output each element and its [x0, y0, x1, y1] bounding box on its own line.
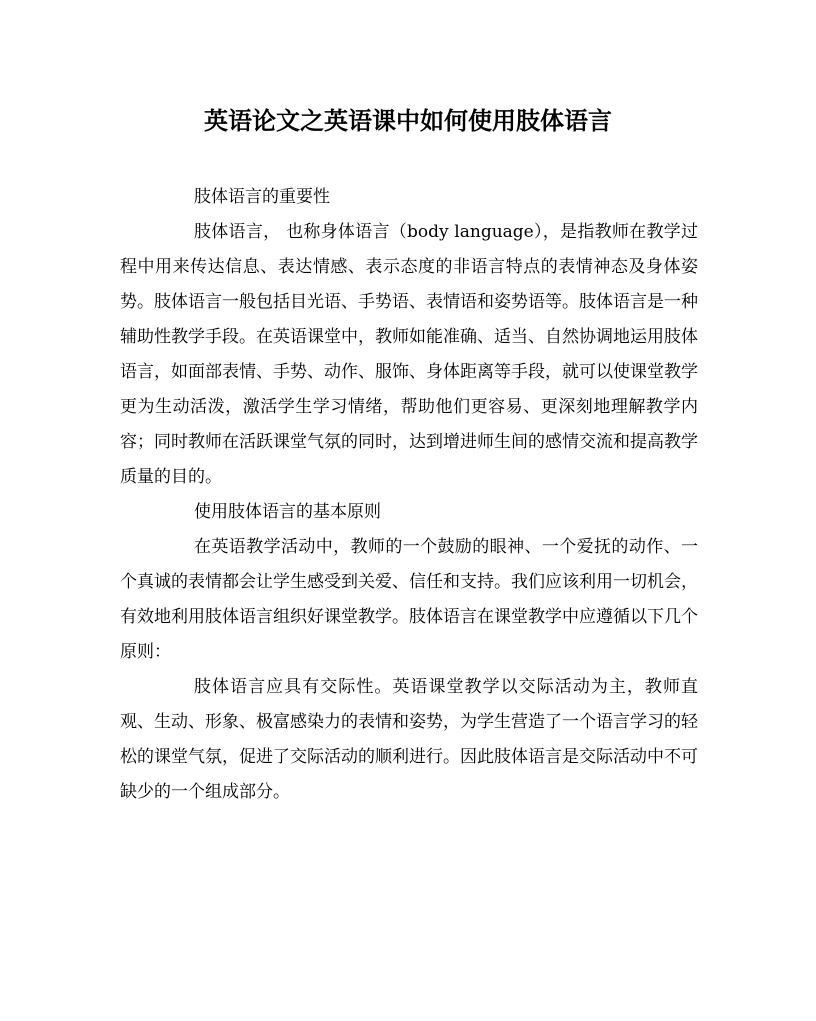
section-heading-importance: 肢体语言的重要性	[194, 187, 330, 207]
section-heading-principles: 使用肢体语言的基本原则	[194, 502, 381, 522]
document-body	[120, 180, 698, 810]
paragraph-communicative: 肢体语言应具有交际性。英语课堂教学以交际活动为主，教师直观、生动、形象、极富感染力的表情和姿势，为学生营造了一个语言学习的轻松的课堂气氛，促进了交际活动的顺利进行。因此肢体语言是交际活动中不可缺少的一个组成部分。	[120, 677, 698, 802]
paragraph-importance: 肢体语言， 也称身体语言（body language），是指教师在教学过程中用来传达信息、表达情感、表示态度的非语言特点的表情神态及身体姿势。肢体语言一般包括目光语、手势语、表情语和姿势语等。肢体语言是一种辅助性教学手段。在英语课堂中，教师如能准确、适当、自然协调地运用肢体语言，如面部表情、手势、动作、服饰、身体距离等手段，就可以使课堂教学更为生动活泼，激活学生学习情绪，帮助他们更容易、更深刻地理解教学内容；同时教师在活跃课堂气氛的同时，达到增进师生间的感情交流和提高教学质量的目的。	[120, 222, 698, 487]
paragraph-principles: 在英语教学活动中，教师的一个鼓励的眼神、一个爱抚的动作、一个真诚的表情都会让学生感受到关爱、信任和支持。我们应该利用一切机会，有效地利用肢体语言组织好课堂教学。肢体语言在课堂教学中应遵循以下几个原则：	[120, 537, 698, 662]
document-title: 英语论文之英语课中如何使用肢体语言	[204, 106, 612, 135]
